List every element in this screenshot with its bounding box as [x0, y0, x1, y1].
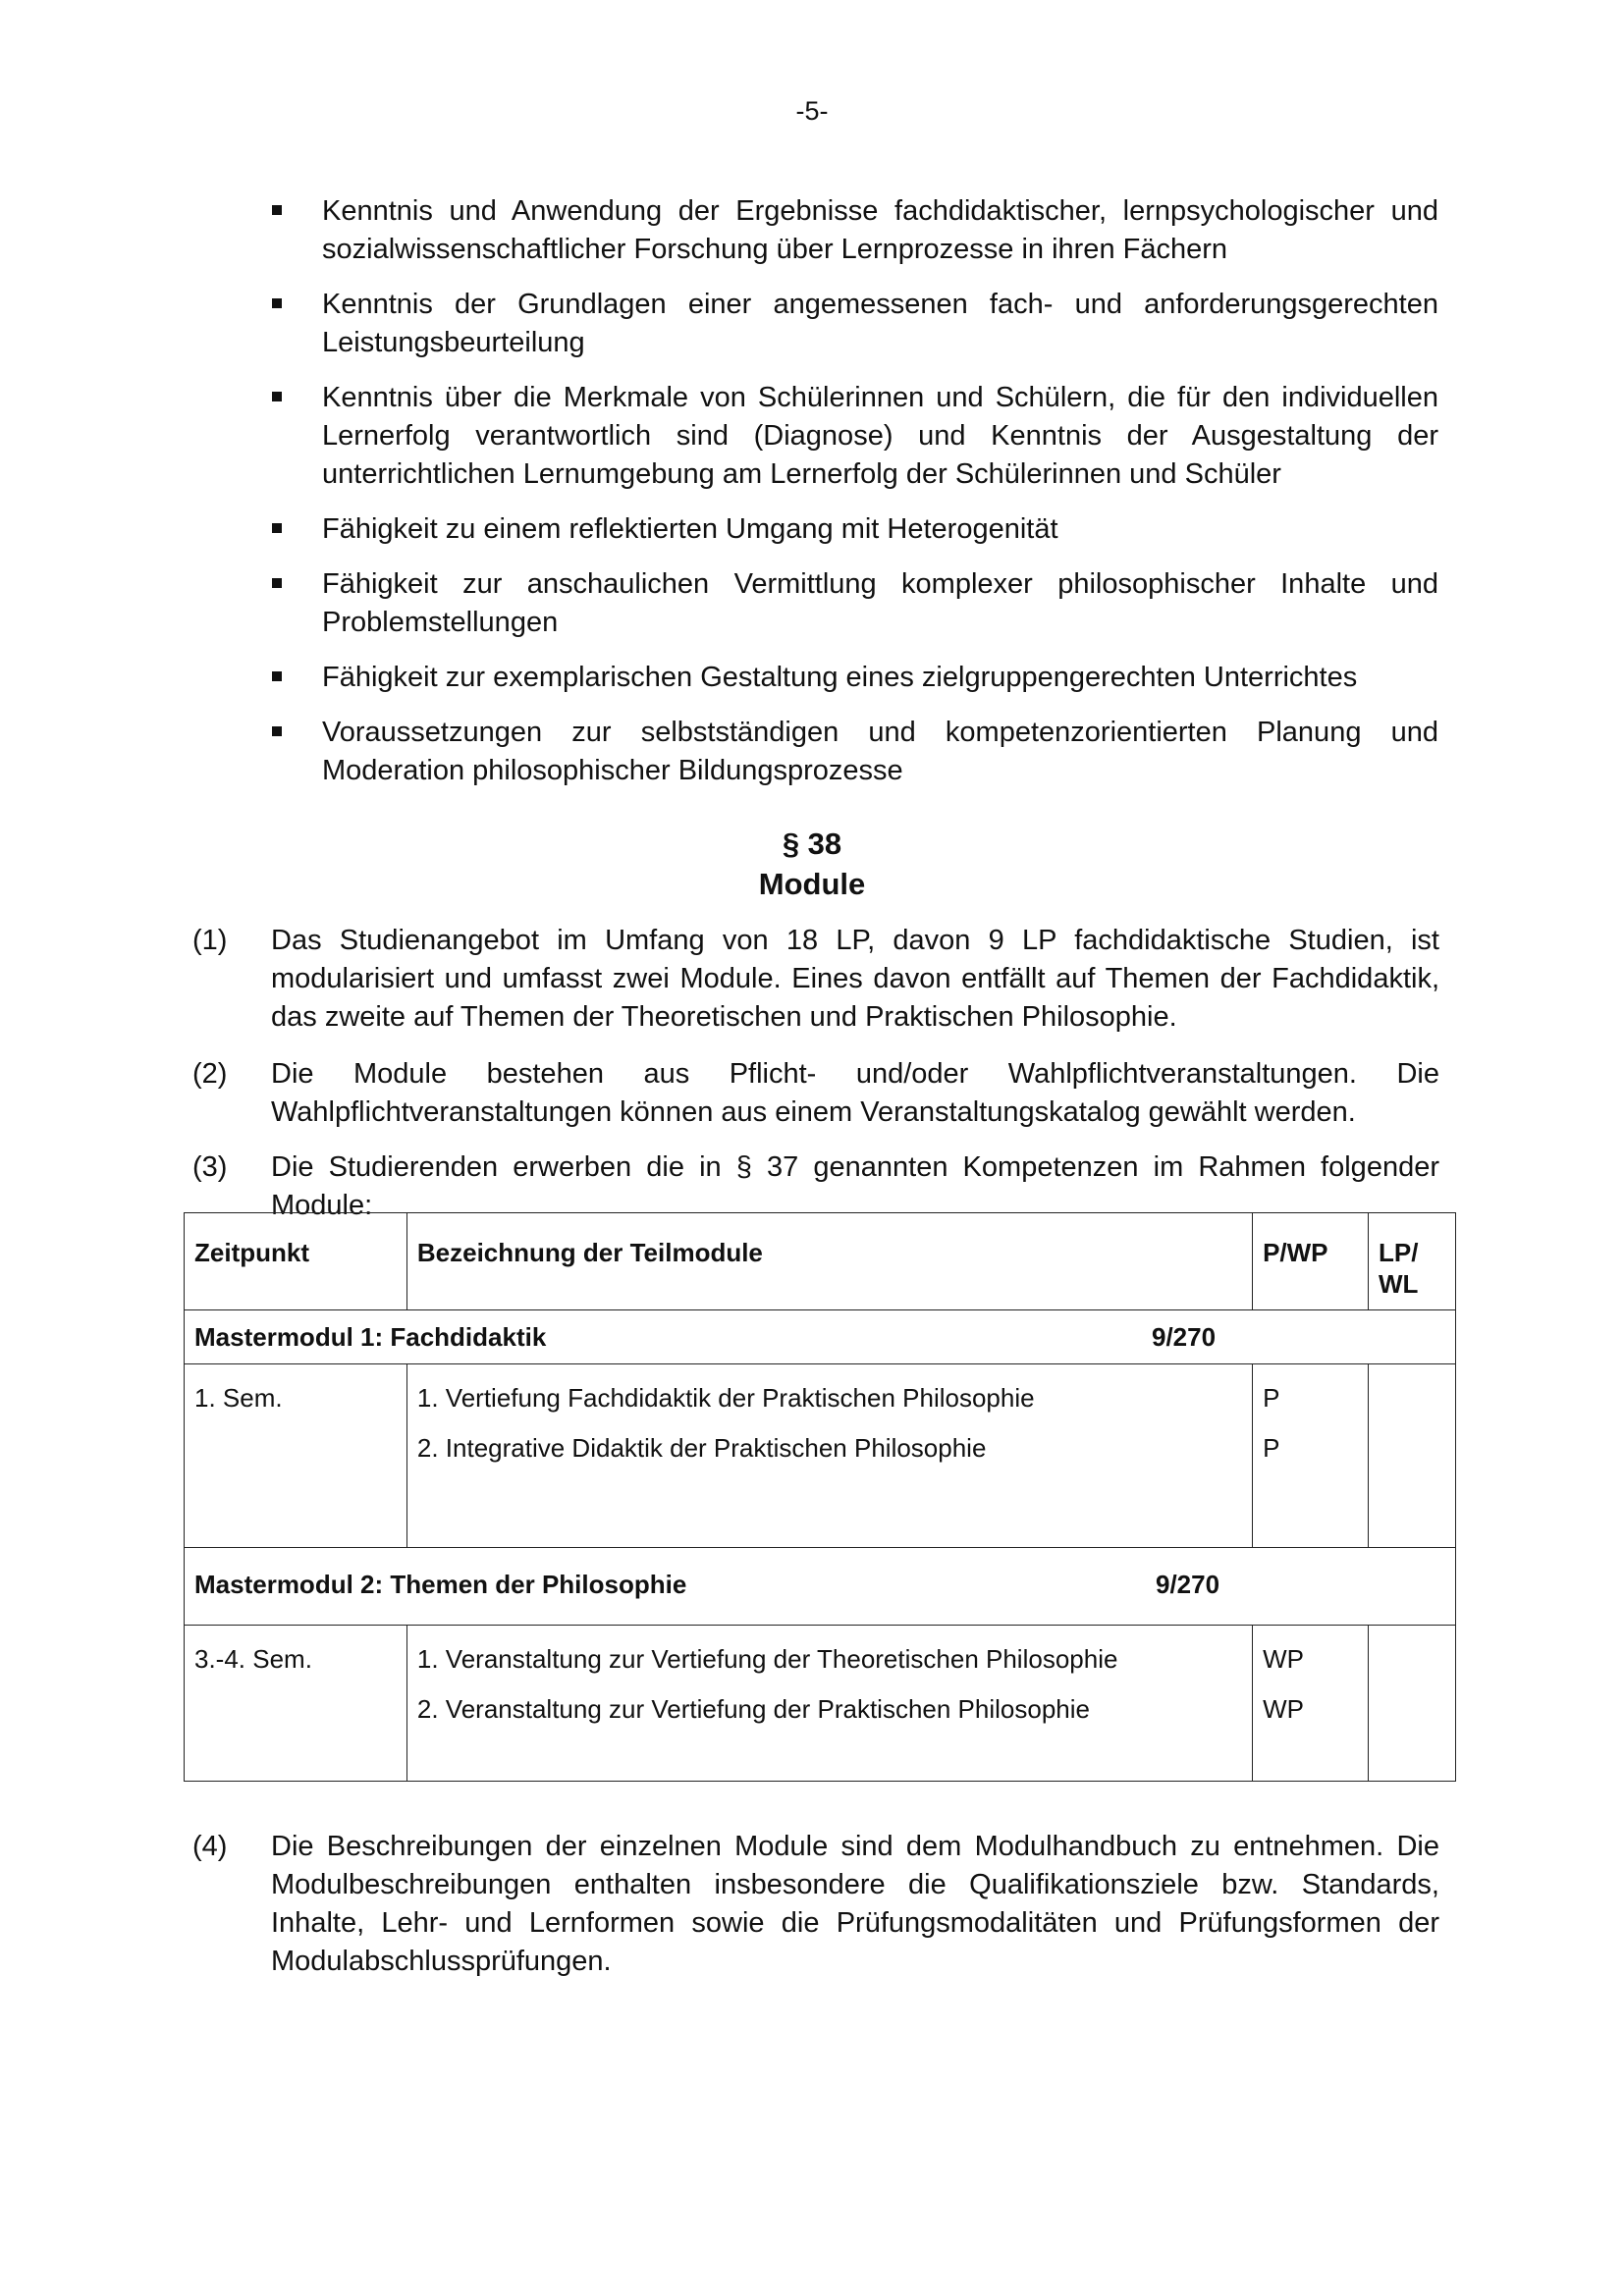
list-item	[270, 379, 1438, 494]
list-item	[270, 192, 1438, 269]
paragraph-4	[192, 1828, 1439, 1981]
list-item	[270, 565, 1438, 642]
pwp-value: P	[1263, 1433, 1280, 1463]
list-item-text: Kenntnis über die Merkmale von Schülerinnen und Schülern, die für den individuellen Lernerfolg verantwortlich sind (Diagnose) und Kenntnis der Ausgestaltung der unterrichtlichen Lernumgebung am Lernerfolg der Schülerinnen und Schüler	[322, 382, 1438, 490]
list-item-text: Voraussetzungen zur selbstständigen und kompetenzorientierten Planung und Moderation philosophischer Bildungsprozesse	[322, 717, 1438, 786]
square-bullet-icon	[272, 726, 282, 736]
header-bezeichnung: Bezeichnung der Teilmodule	[406, 1213, 1252, 1310]
pwp-value: P	[1263, 1383, 1280, 1413]
teilmodul-title: 2. Veranstaltung zur Vertiefung der Praktischen Philosophie	[416, 1694, 1090, 1724]
module-title-row	[185, 1548, 1456, 1626]
header-lp-wl: LP/ WL	[1369, 1213, 1456, 1310]
square-bullet-icon	[272, 671, 282, 681]
teilmodul-title: 1. Veranstaltung zur Vertiefung der Theoretischen Philosophie	[416, 1644, 1118, 1674]
list-item-text: Fähigkeit zu einem reflektierten Umgang mit Heterogenität	[322, 513, 1058, 545]
section-title: Module	[758, 867, 866, 901]
zeitpunkt-cell: 1. Sem.	[194, 1383, 283, 1413]
list-item-text: Kenntnis der Grundlagen einer angemessenen fach- und anforderungsgerechten Leistungsbeurteilung	[322, 289, 1438, 358]
pwp-value: WP	[1263, 1694, 1304, 1724]
list-item-text: Kenntnis und Anwendung der Ergebnisse fachdidaktischer, lernpsychologischer und sozialwissenschaftlicher Forschung über Lernprozesse in ihren Fächern	[322, 195, 1438, 265]
paragraph-text: Die Module bestehen aus Pflicht- und/oder Wahlpflichtveranstaltungen. Die Wahlpflichtveranstaltungen können aus einem Veranstaltungskatalog gewählt werden.	[271, 1058, 1439, 1128]
teilmodul-title: 1. Vertiefung Fachdidaktik der Praktischen Philosophie	[416, 1383, 1035, 1413]
paragraph-1	[192, 922, 1439, 1037]
header-zeitpunkt: Zeitpunkt	[185, 1213, 407, 1310]
paragraph-number: (1)	[192, 925, 228, 956]
paragraph-2	[192, 1055, 1439, 1132]
table-row	[185, 1626, 1456, 1782]
module-name: Mastermodul 1: Fachdidaktik	[194, 1322, 547, 1352]
header-pwp: P/WP	[1253, 1213, 1369, 1310]
modules-table	[184, 1212, 1456, 1782]
list-item	[270, 286, 1438, 362]
paragraph-number: (4)	[192, 1831, 228, 1862]
paragraph-text: Die Beschreibungen der einzelnen Module sind dem Modulhandbuch zu entnehmen. Die Modulbeschreibungen enthalten insbesondere die Qualifikationsziele bzw. Standards, Inhalte, Lehr- und Lernformen sowie die Prüfungsmodalitäten und Prüfungsformen der Modulabschlussprüfungen.	[271, 1831, 1439, 1977]
module-name: Mastermodul 2: Themen der Philosophie	[194, 1570, 687, 1599]
module-title-row	[185, 1310, 1456, 1364]
paragraph-number: (3)	[192, 1151, 228, 1183]
table-header-row	[185, 1213, 1456, 1310]
paragraph-text: Die Studierenden erwerben die in § 37 genannten Kompetenzen im Rahmen folgender Module:	[271, 1151, 1439, 1221]
paragraph-text: Das Studienangebot im Umfang von 18 LP, davon 9 LP fachdidaktische Studien, ist modularisiert und umfasst zwei Module. Eines davon entfällt auf Themen der Fachdidaktik, das zweite auf Themen der Theoretischen und Praktischen Philosophie.	[271, 925, 1439, 1033]
pwp-value: WP	[1263, 1644, 1304, 1674]
competence-list	[270, 192, 1438, 807]
teilmodul-title: 2. Integrative Didaktik der Praktischen Philosophie	[416, 1433, 987, 1463]
square-bullet-icon	[272, 205, 282, 215]
module-lp: 9/270	[1152, 1322, 1217, 1352]
paragraph-number: (2)	[192, 1058, 228, 1090]
table-row	[185, 1364, 1456, 1548]
list-item	[270, 714, 1438, 790]
list-item	[270, 510, 1438, 549]
square-bullet-icon	[272, 392, 282, 401]
list-item	[270, 659, 1438, 697]
square-bullet-icon	[272, 298, 282, 308]
page-number: -5-	[795, 96, 829, 126]
section-number: § 38	[782, 827, 842, 861]
square-bullet-icon	[272, 523, 282, 533]
lp-cell-empty	[1369, 1626, 1456, 1782]
list-item-text: Fähigkeit zur exemplarischen Gestaltung eines zielgruppengerechten Unterrichtes	[322, 662, 1358, 693]
zeitpunkt-cell: 3.-4. Sem.	[194, 1644, 312, 1674]
square-bullet-icon	[272, 578, 282, 588]
module-lp: 9/270	[1156, 1570, 1220, 1599]
list-item-text: Fähigkeit zur anschaulichen Vermittlung komplexer philosophischer Inhalte und Problemstellungen	[322, 568, 1438, 638]
lp-cell-empty	[1369, 1364, 1456, 1548]
